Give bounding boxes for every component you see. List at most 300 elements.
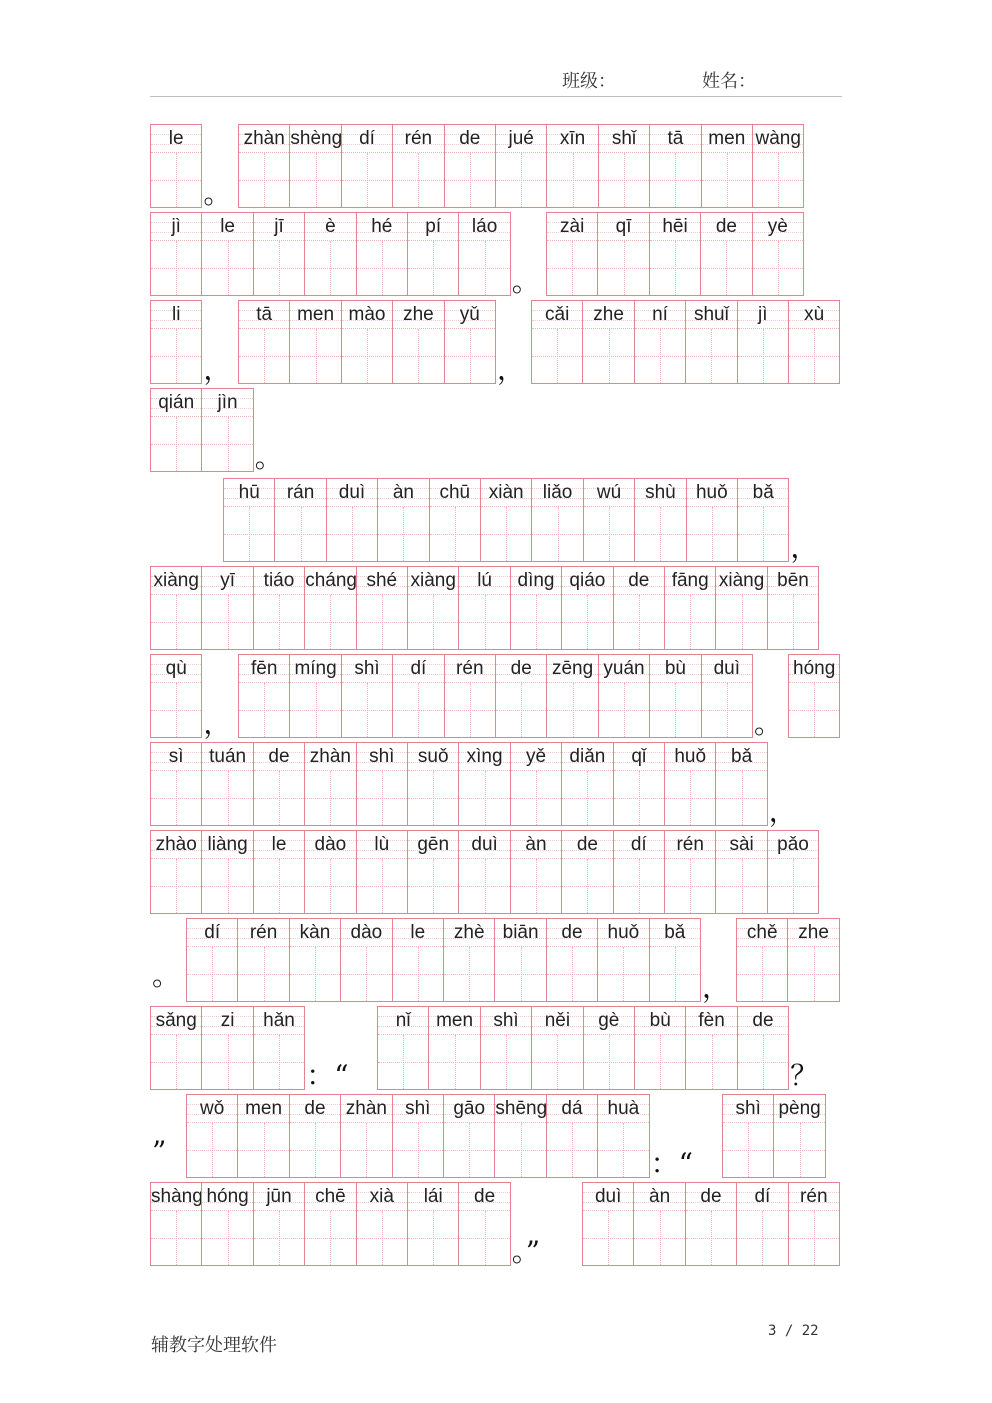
pinyin-syllable: chē	[305, 1183, 355, 1211]
char-cell	[649, 918, 701, 1002]
pinyin-syllable: le	[202, 213, 252, 241]
char-cell	[773, 1094, 825, 1178]
punctuation-mark: ”	[152, 1135, 167, 1168]
char-cell	[613, 566, 665, 650]
char-cell	[582, 300, 634, 384]
pinyin-syllable: zhe	[583, 301, 633, 329]
char-cell	[444, 124, 496, 208]
pinyin-syllable: nǐ	[378, 1007, 428, 1035]
char-cell	[634, 300, 686, 384]
char-cell	[480, 478, 532, 562]
char-cell	[289, 654, 341, 738]
char-cell	[377, 478, 429, 562]
pinyin-syllable: pí	[408, 213, 458, 241]
char-cell	[304, 830, 356, 914]
char-cell	[597, 918, 649, 1002]
pinyin-syllable: gāo	[444, 1095, 494, 1123]
char-cell	[458, 742, 510, 826]
pinyin-syllable: bù	[650, 655, 700, 683]
pinyin-syllable: pǎo	[768, 831, 818, 859]
char-cell	[150, 742, 202, 826]
punctuation-mark: ，	[203, 707, 232, 740]
char-cell	[340, 918, 392, 1002]
char-cell	[377, 1006, 429, 1090]
char-cell	[649, 212, 701, 296]
char-cell	[664, 566, 716, 650]
char-cell	[392, 918, 444, 1002]
char-cell	[392, 124, 444, 208]
char-cell	[304, 566, 356, 650]
char-cell	[186, 1094, 238, 1178]
char-cell	[510, 742, 562, 826]
char-cell	[150, 654, 202, 738]
pinyin-syllable: shèng	[290, 125, 340, 153]
pinyin-syllable: jūn	[254, 1183, 304, 1211]
punctuation-mark: 。	[152, 959, 181, 992]
punctuation-mark: ，	[203, 353, 232, 386]
char-cell	[341, 654, 393, 738]
pinyin-syllable: shì	[723, 1095, 773, 1123]
char-cell	[788, 654, 840, 738]
pinyin-syllable: huǒ	[687, 479, 737, 507]
pinyin-syllable: wú	[584, 479, 634, 507]
char-cell	[597, 1094, 649, 1178]
pinyin-syllable: bǎ	[650, 919, 700, 947]
char-cell	[223, 478, 275, 562]
char-cell	[598, 124, 650, 208]
pinyin-syllable: jì	[151, 213, 201, 241]
pinyin-syllable: shì	[342, 655, 392, 683]
pinyin-syllable: fēn	[239, 655, 289, 683]
pinyin-syllable: tiáo	[254, 567, 304, 595]
char-cell	[685, 1006, 737, 1090]
pinyin-syllable: de	[614, 567, 664, 595]
pinyin-syllable: rén	[393, 125, 443, 153]
char-cell	[356, 830, 408, 914]
char-cell	[531, 1006, 583, 1090]
char-cell	[546, 918, 598, 1002]
pinyin-syllable: mào	[342, 301, 392, 329]
pinyin-syllable: dí	[187, 919, 237, 947]
pinyin-syllable: bǎ	[738, 479, 788, 507]
char-cell	[253, 212, 305, 296]
pinyin-syllable: qù	[151, 655, 201, 683]
char-cell	[407, 212, 459, 296]
name-label: 姓名：	[702, 71, 756, 92]
pinyin-syllable: zi	[202, 1007, 252, 1035]
pinyin-syllable: lái	[408, 1183, 458, 1211]
char-cell	[510, 830, 562, 914]
char-cell	[633, 1182, 685, 1266]
pinyin-syllable: dìng	[511, 567, 561, 595]
pinyin-syllable: xīn	[547, 125, 597, 153]
char-cell	[253, 1182, 305, 1266]
char-cell	[649, 654, 701, 738]
pinyin-syllable: shù	[635, 479, 685, 507]
pinyin-syllable: de	[547, 919, 597, 947]
char-cell	[495, 654, 547, 738]
char-cell	[356, 212, 408, 296]
char-cell	[150, 566, 202, 650]
pinyin-syllable: jué	[496, 125, 546, 153]
char-cell	[494, 918, 546, 1002]
char-cell	[238, 124, 290, 208]
pinyin-syllable: qián	[151, 389, 201, 417]
char-cell	[289, 124, 341, 208]
char-cell	[510, 566, 562, 650]
punctuation-mark: ，	[790, 531, 819, 564]
char-cell	[150, 212, 202, 296]
char-cell	[736, 918, 788, 1002]
char-cell	[304, 212, 356, 296]
char-cell	[664, 830, 716, 914]
pinyin-syllable: xiàng	[151, 567, 201, 595]
char-cell	[634, 1006, 686, 1090]
char-cell	[531, 478, 583, 562]
pinyin-syllable: yuán	[599, 655, 649, 683]
pinyin-syllable: de	[496, 655, 546, 683]
char-cell	[583, 1006, 635, 1090]
char-cell	[788, 300, 840, 384]
char-cell	[788, 1182, 840, 1266]
pinyin-syllable: fèn	[686, 1007, 736, 1035]
pinyin-syllable: de	[686, 1183, 736, 1211]
pinyin-syllable: hóng	[202, 1183, 252, 1211]
char-cell	[737, 1006, 789, 1090]
pinyin-syllable: hé	[357, 213, 407, 241]
pinyin-syllable: de	[254, 743, 304, 771]
pinyin-syllable: cháng	[305, 567, 355, 595]
pinyin-syllable: zhe	[788, 919, 838, 947]
char-cell	[407, 830, 459, 914]
class-label: 班级：	[562, 71, 616, 92]
char-cell	[546, 654, 598, 738]
pinyin-syllable: shì	[357, 743, 407, 771]
pinyin-syllable: men	[290, 301, 340, 329]
char-cell	[458, 1182, 510, 1266]
pinyin-syllable: qǐ	[614, 743, 664, 771]
char-cell	[392, 1094, 444, 1178]
pinyin-syllable: duì	[327, 479, 377, 507]
char-cell	[715, 566, 767, 650]
char-cell	[150, 830, 202, 914]
pinyin-syllable: rán	[275, 479, 325, 507]
pinyin-syllable: gēn	[408, 831, 458, 859]
char-cell	[253, 1006, 305, 1090]
char-cell	[722, 1094, 774, 1178]
char-cell	[787, 918, 839, 1002]
char-cell	[715, 830, 767, 914]
punctuation-mark: 。	[754, 707, 783, 740]
pinyin-syllable: duì	[459, 831, 509, 859]
pinyin-syllable: zhào	[151, 831, 201, 859]
pinyin-syllable: zhàn	[341, 1095, 391, 1123]
char-cell	[356, 742, 408, 826]
char-cell	[458, 212, 510, 296]
pinyin-syllable: dào	[305, 831, 355, 859]
pinyin-syllable: zhàn	[305, 743, 355, 771]
char-cell	[597, 212, 649, 296]
punctuation-mark: ：“	[650, 1147, 693, 1180]
pinyin-syllable: biān	[495, 919, 545, 947]
pinyin-syllable: bēn	[768, 567, 818, 595]
pinyin-syllable: men	[238, 1095, 288, 1123]
char-cell	[561, 830, 613, 914]
pinyin-syllable: míng	[290, 655, 340, 683]
pinyin-syllable: de	[562, 831, 612, 859]
pinyin-syllable: lú	[459, 567, 509, 595]
char-cell	[701, 124, 753, 208]
char-cell	[428, 1006, 480, 1090]
pinyin-syllable: bǎ	[716, 743, 766, 771]
punctuation-mark: 。	[203, 177, 232, 210]
char-cell	[253, 566, 305, 650]
pinyin-syllable: dí	[737, 1183, 787, 1211]
char-cell	[685, 300, 737, 384]
char-cell	[304, 1182, 356, 1266]
char-cell	[443, 918, 495, 1002]
pinyin-syllable: zēng	[547, 655, 597, 683]
punctuation-mark: ：“	[306, 1059, 349, 1092]
pinyin-syllable: chū	[430, 479, 480, 507]
char-cell	[289, 1094, 341, 1178]
pinyin-syllable: xiàng	[408, 567, 458, 595]
pinyin-syllable: něi	[532, 1007, 582, 1035]
pinyin-syllable: zhè	[444, 919, 494, 947]
char-cell	[458, 830, 510, 914]
pinyin-syllable: le	[254, 831, 304, 859]
char-cell	[392, 654, 444, 738]
punctuation-mark: ，	[497, 353, 526, 386]
char-cell	[407, 566, 459, 650]
char-cell	[429, 478, 481, 562]
char-cell	[495, 124, 547, 208]
char-cell	[356, 1182, 408, 1266]
char-cell	[274, 478, 326, 562]
char-cell	[238, 300, 290, 384]
char-cell	[736, 1182, 788, 1266]
pinyin-syllable: ní	[635, 301, 685, 329]
pinyin-syllable: diǎn	[562, 743, 612, 771]
char-cell	[186, 918, 238, 1002]
char-cell	[238, 654, 290, 738]
char-cell	[341, 124, 393, 208]
punctuation-mark: ？	[790, 1059, 819, 1092]
pinyin-syllable: dí	[614, 831, 664, 859]
char-cell	[583, 478, 635, 562]
pinyin-syllable: yè	[753, 213, 803, 241]
char-cell	[201, 1006, 253, 1090]
char-cell	[685, 1182, 737, 1266]
pinyin-syllable: è	[305, 213, 355, 241]
pinyin-syllable: rén	[445, 655, 495, 683]
char-cell	[150, 300, 202, 384]
char-cell	[289, 300, 341, 384]
char-cell	[201, 566, 253, 650]
pinyin-syllable: kàn	[290, 919, 340, 947]
char-cell	[150, 388, 202, 472]
pinyin-syllable: àn	[634, 1183, 684, 1211]
pinyin-syllable: hóng	[789, 655, 839, 683]
char-cell	[767, 566, 819, 650]
char-cell	[701, 654, 753, 738]
pinyin-syllable: gè	[584, 1007, 634, 1035]
char-cell	[752, 212, 804, 296]
pinyin-syllable: bù	[635, 1007, 685, 1035]
char-cell	[561, 566, 613, 650]
pinyin-syllable: àn	[511, 831, 561, 859]
pinyin-syllable: yǔ	[445, 301, 495, 329]
pinyin-syllable: de	[290, 1095, 340, 1123]
pinyin-syllable: shuǐ	[686, 301, 736, 329]
char-cell	[201, 388, 253, 472]
char-cell	[715, 742, 767, 826]
char-cell	[737, 478, 789, 562]
pinyin-syllable: sì	[151, 743, 201, 771]
pinyin-syllable: yě	[511, 743, 561, 771]
pinyin-syllable: jìn	[202, 389, 252, 417]
pinyin-syllable: xù	[789, 301, 839, 329]
pinyin-syllable: le	[393, 919, 443, 947]
char-cell	[443, 1094, 495, 1178]
pinyin-syllable: rén	[789, 1183, 839, 1211]
char-cell	[634, 478, 686, 562]
char-cell	[737, 300, 789, 384]
pinyin-syllable: shǐ	[599, 125, 649, 153]
char-cell	[201, 742, 253, 826]
char-cell	[546, 124, 598, 208]
pinyin-syllable: dào	[341, 919, 391, 947]
char-cell	[700, 212, 752, 296]
pinyin-syllable: huǒ	[665, 743, 715, 771]
char-cell	[546, 212, 598, 296]
char-cell	[201, 1182, 253, 1266]
pinyin-syllable: men	[702, 125, 752, 153]
pinyin-syllable: le	[151, 125, 201, 153]
pinyin-syllable: hū	[224, 479, 274, 507]
punctuation-mark: 。”	[511, 1235, 541, 1268]
pinyin-syllable: yī	[202, 567, 252, 595]
char-cell	[150, 124, 202, 208]
char-cell	[407, 1182, 459, 1266]
char-cell	[613, 742, 665, 826]
pinyin-syllable: cǎi	[532, 301, 582, 329]
char-cell	[494, 1094, 546, 1178]
char-cell	[392, 300, 444, 384]
punctuation-mark: 。	[254, 441, 283, 474]
pinyin-syllable: shé	[357, 567, 407, 595]
char-cell	[752, 124, 804, 208]
pinyin-syllable: xiàng	[716, 567, 766, 595]
pinyin-syllable: jī	[254, 213, 304, 241]
char-cell	[237, 918, 289, 1002]
punctuation-mark: ，	[702, 971, 731, 1004]
pinyin-syllable: sài	[716, 831, 766, 859]
pinyin-syllable: qiáo	[562, 567, 612, 595]
page-number: 3 / 22	[768, 1323, 819, 1339]
pinyin-syllable: pèng	[774, 1095, 824, 1123]
pinyin-syllable: wàng	[753, 125, 803, 153]
pinyin-syllable: dí	[393, 655, 443, 683]
char-cell	[767, 830, 819, 914]
char-cell	[253, 742, 305, 826]
pinyin-syllable: sǎng	[151, 1007, 201, 1035]
char-cell	[598, 654, 650, 738]
pinyin-syllable: qī	[598, 213, 648, 241]
pinyin-syllable: shàng	[151, 1183, 201, 1211]
char-cell	[561, 742, 613, 826]
pinyin-syllable: xiàn	[481, 479, 531, 507]
pinyin-syllable: zài	[547, 213, 597, 241]
char-cell	[304, 742, 356, 826]
char-cell	[237, 1094, 289, 1178]
char-cell	[289, 918, 341, 1002]
char-cell	[649, 124, 701, 208]
char-cell	[458, 566, 510, 650]
pinyin-syllable: láo	[459, 213, 509, 241]
pinyin-syllable: shēng	[495, 1095, 545, 1123]
char-cell	[444, 654, 496, 738]
pinyin-syllable: xià	[357, 1183, 407, 1211]
pinyin-syllable: hǎn	[254, 1007, 304, 1035]
pinyin-syllable: dí	[342, 125, 392, 153]
char-cell	[531, 300, 583, 384]
punctuation-mark: 。	[511, 265, 540, 298]
pinyin-syllable: suǒ	[408, 743, 458, 771]
pinyin-syllable: xìng	[459, 743, 509, 771]
pinyin-syllable: zhàn	[239, 125, 289, 153]
char-cell	[444, 300, 496, 384]
pinyin-syllable: zhe	[393, 301, 443, 329]
pinyin-syllable: huà	[598, 1095, 648, 1123]
pinyin-syllable: huǒ	[598, 919, 648, 947]
pinyin-syllable: hēi	[650, 213, 700, 241]
pinyin-syllable: shì	[481, 1007, 531, 1035]
pinyin-syllable: lù	[357, 831, 407, 859]
char-cell	[150, 1006, 202, 1090]
pinyin-syllable: de	[738, 1007, 788, 1035]
pinyin-syllable: rén	[665, 831, 715, 859]
pinyin-syllable: jì	[738, 301, 788, 329]
pinyin-syllable: dá	[547, 1095, 597, 1123]
pinyin-syllable: liàng	[202, 831, 252, 859]
pinyin-syllable: tuán	[202, 743, 252, 771]
pinyin-syllable: de	[459, 1183, 509, 1211]
pinyin-syllable: wǒ	[187, 1095, 237, 1123]
char-cell	[150, 1182, 202, 1266]
pinyin-syllable: men	[429, 1007, 479, 1035]
pinyin-syllable: rén	[238, 919, 288, 947]
char-cell	[201, 212, 253, 296]
pinyin-syllable: tā	[239, 301, 289, 329]
footer-software-name: 辅教字处理软件	[151, 1335, 277, 1356]
pinyin-syllable: liǎo	[532, 479, 582, 507]
char-cell	[201, 830, 253, 914]
pinyin-syllable: duì	[702, 655, 752, 683]
char-cell	[356, 566, 408, 650]
char-cell	[341, 300, 393, 384]
pinyin-syllable: tā	[650, 125, 700, 153]
pinyin-syllable: fāng	[665, 567, 715, 595]
char-cell	[686, 478, 738, 562]
header-divider	[150, 96, 842, 97]
pinyin-syllable: li	[151, 301, 201, 329]
pinyin-syllable: duì	[583, 1183, 633, 1211]
char-cell	[613, 830, 665, 914]
char-cell	[480, 1006, 532, 1090]
pinyin-syllable: àn	[378, 479, 428, 507]
pinyin-syllable: shì	[393, 1095, 443, 1123]
